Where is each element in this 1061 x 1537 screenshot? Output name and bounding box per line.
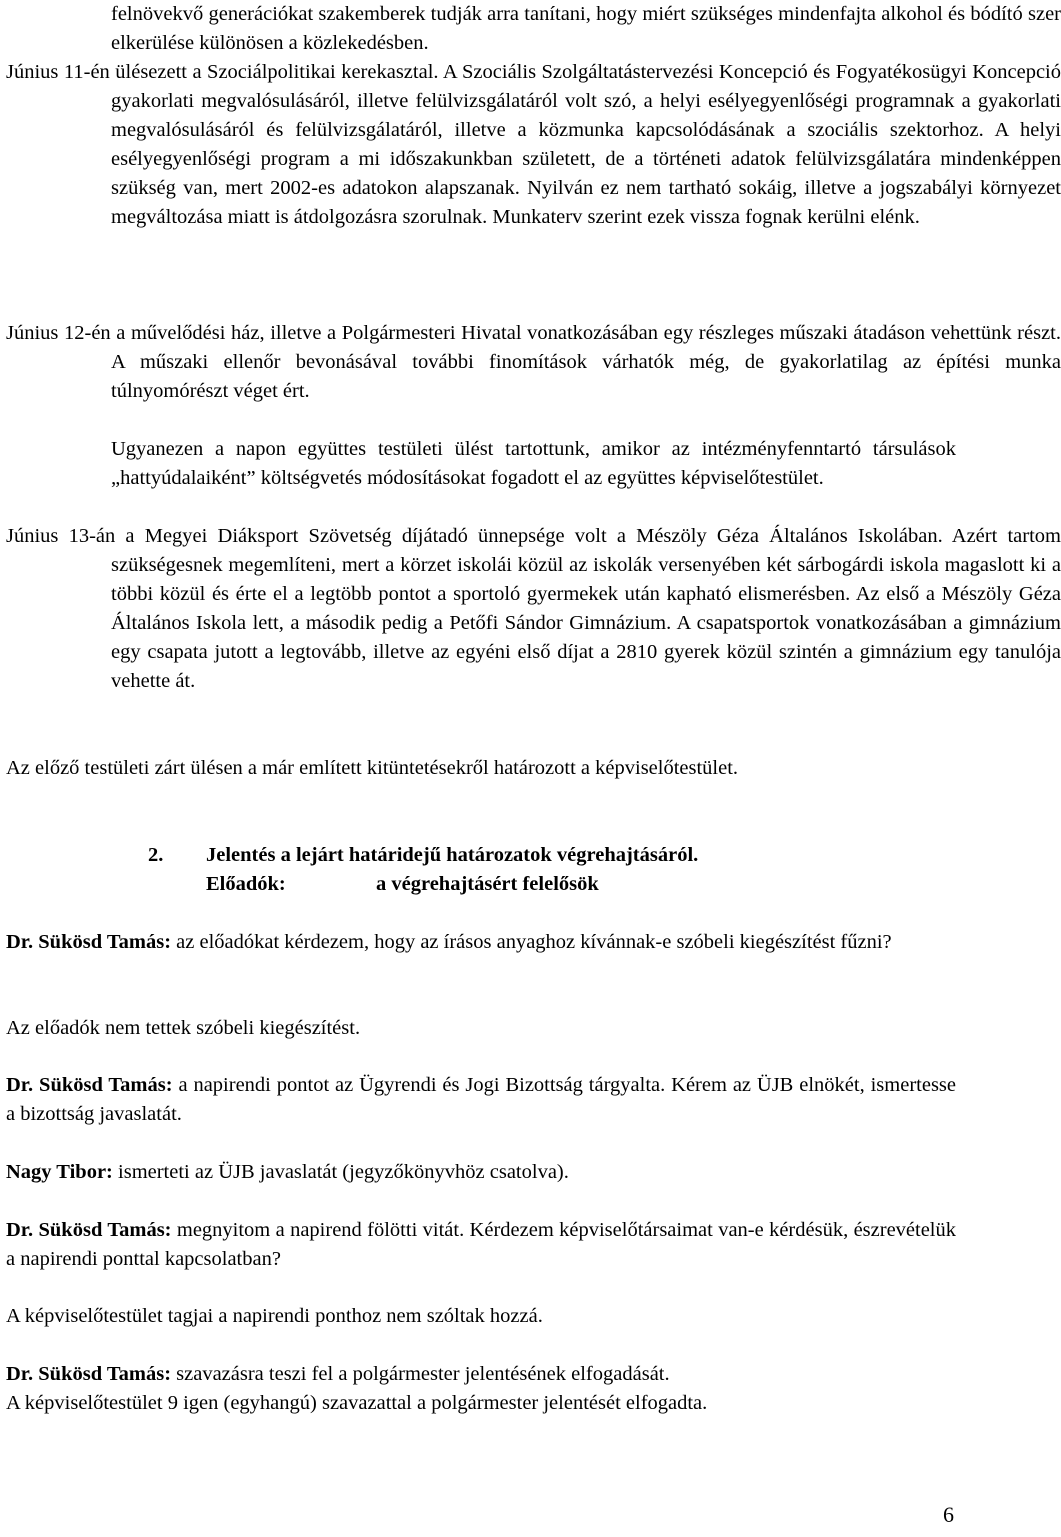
dialogue-result: A képviselőtestület 9 igen (egyhangú) szavazattal a polgármester jelentését elfogadta.: [6, 1392, 708, 1414]
dialogue-entry: [6, 1158, 956, 1187]
paragraph-june-13: Június 13-án a Megyei Diáksport Szövetség díjátadó ünnepsége volt a Mészöly Géza Általános Iskolában. Azért tartom szükségesnek megemlíteni, mert a körzet iskolái közül az iskolák versenyében két sárbogárdi iskola magaslott ki a többi közül és érte el a legtöbb pontot a sportoló gyermekek után kapható elismerésben. Az első a Mészöly Géza Általános Iskola lett, a második pedig a Petőfi Sándor Gimnázium. A csapatsportok vonatkozásában a gimnázium egy csapata jutott a legtovább, illetve az egyéni első díjat a 2810 gyerek közül szintén a gimnázium egy tanulója vehette át.: [6, 525, 1061, 692]
paragraph-joint-meeting: Ugyanezen a napon együttes testületi ülést tartottunk, amikor az intézményfenntartó társulások „hattyúdalaiként” költségvetés módosításokat fogadott el az együttes képviselőtestület.: [111, 438, 956, 489]
paragraph-alcohol-education: felnövekvő generációkat szakemberek tudják arra tanítani, hogy miért szükséges mindenfajta alkohol és bódító szer elkerülése különösen a közlekedésben.: [111, 3, 1061, 54]
agenda-item-title: Jelentés a lejárt határidejű határozatok végrehajtásáról.: [206, 844, 699, 866]
speaker-name: Dr. Sükösd Tamás:: [6, 1074, 173, 1096]
speaker-name: Dr. Sükösd Tamás:: [6, 1363, 172, 1385]
presenters-value: a végrehajtásért felelősök: [376, 873, 599, 895]
dialogue-entry: [6, 1216, 956, 1274]
dialogue-entry: [6, 1360, 956, 1389]
speaker-name: Dr. Sükösd Tamás:: [6, 1219, 172, 1241]
speaker-text: a napirendi pontot az Ügyrendi és Jogi Bizottság tárgyalta. Kérem az ÜJB elnökét, ismertesse a bizottság javaslatát.: [6, 1074, 956, 1125]
agenda-item-number: 2.: [148, 844, 164, 866]
speaker-text: ismerteti az ÜJB javaslatát (jegyzőkönyvhöz csatolva).: [112, 1161, 569, 1183]
presenters-label: Előadók:: [206, 873, 286, 895]
paragraph-closed-session: Az előző testületi zárt ülésen a már említett kitüntetésekről határozott a képviselőtestület.: [6, 757, 739, 779]
dialogue-note: A képviselőtestület tagjai a napirendi ponthoz nem szóltak hozzá.: [6, 1305, 543, 1327]
agenda-item-heading: [148, 841, 698, 870]
dialogue-entry: [6, 928, 956, 957]
speaker-name: Nagy Tibor:: [6, 1161, 113, 1183]
speaker-text: az előadókat kérdezem, hogy az írásos anyaghoz kívánnak-e szóbeli kiegészítést fűzni?: [171, 931, 892, 953]
speaker-name: Dr. Sükösd Tamás:: [6, 931, 172, 953]
dialogue-entry: [6, 1071, 956, 1129]
agenda-presenters: [206, 870, 599, 899]
speaker-text: megnyitom a napirend fölötti vitát. Kérdezem képviselőtársaimat van-e kérdésük, észrevételük a napirendi ponttal kapcsolatban?: [6, 1219, 957, 1270]
dialogue-note: Az előadók nem tettek szóbeli kiegészítést.: [6, 1017, 361, 1039]
page-number: 6: [943, 1502, 954, 1527]
paragraph-june-11: Június 11-én ülésezett a Szociálpolitikai kerekasztal. A Szociális Szolgáltatástervezési Koncepció és Fogyatékosügyi Koncepció gyakorlati megvalósulásáról, illetve felülvizsgálatáról volt szó, a helyi esélyegyenlőségi programnak a gyakorlati megvalósulásáról és felülvizsgálatáról, illetve a közmunka kapcsolódásának a szociális szektorhoz. A helyi esélyegyenlőségi program a mi időszakunkban született, de a történeti adatok felülvizsgálatára mindenképpen szükség van, mert 2002-es adatokon alapszanak. Nyilván ez nem tartható sokáig, illetve a jogszabályi környezet megváltozása miatt is átdolgozásra szorulnak. Munkaterv szerint ezek vissza fognak kerülni elénk.: [6, 61, 1061, 228]
paragraph-june-12: Június 12-én a művelődési ház, illetve a Polgármesteri Hivatal vonatkozásában egy részleges műszaki átadáson vehettünk részt. A műszaki ellenőr bevonásával további finomítások várhatók még, de gyakorlatilag az építési munka túlnyomórészt véget ért.: [6, 322, 1061, 402]
speaker-text: szavazásra teszi fel a polgármester jelentésének elfogadását.: [171, 1363, 670, 1385]
